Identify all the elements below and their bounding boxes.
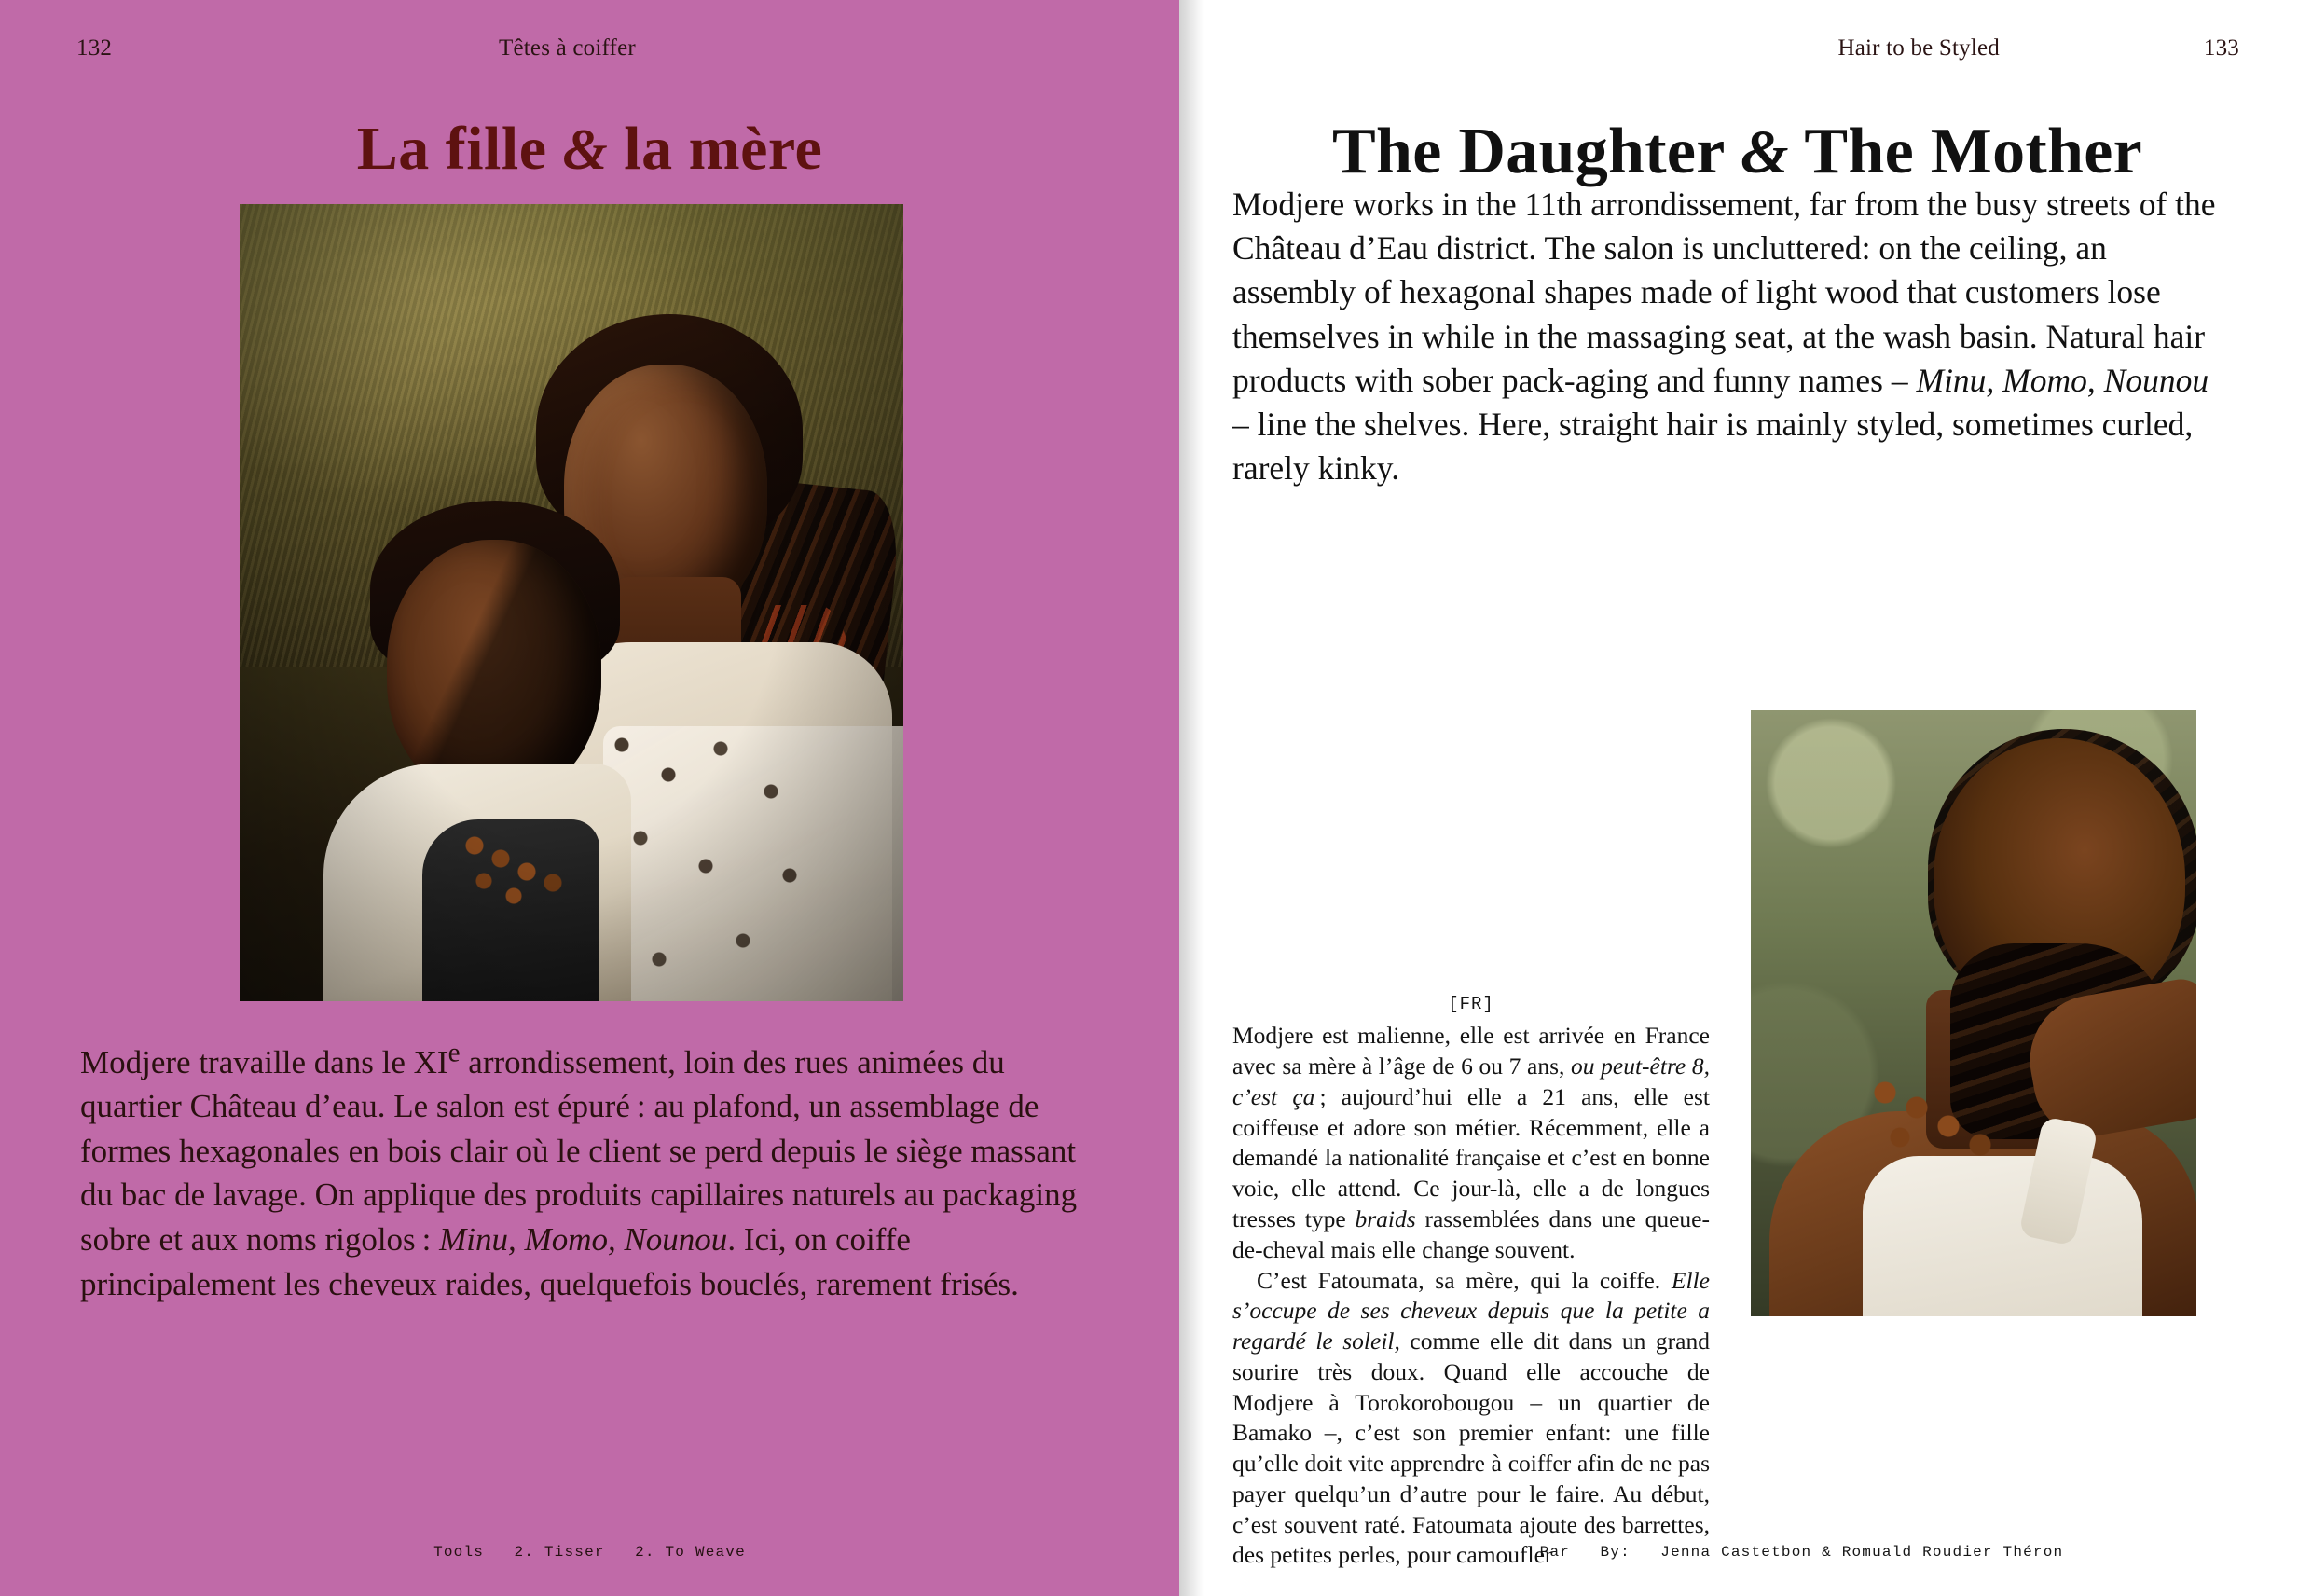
body-fr-run-2: . Ici, on coiffe principalement les cheveux raides, quelquefois bouclés, rarement frisés. xyxy=(80,1221,1019,1302)
fr-col-run-2: ; aujourd’hui elle a 21 ans, elle est coiffeuse et adore son métier. Récemment, elle a demandé la nationalité française et c’est en bonne voie, elle attend. Ce jour-là, elle a de longues tresses type xyxy=(1232,1082,1710,1232)
running-head-right: Hair to be Styled xyxy=(1837,35,2000,61)
body-text-french xyxy=(80,1035,1096,1306)
photo-side-tank-top xyxy=(1863,1156,2142,1316)
title-fr-part2: la mère xyxy=(608,115,823,184)
body-en-run-2: – line the shelves. Here, straight hair is mainly styled, sometimes curled, rarely kinky. xyxy=(1232,406,2194,488)
fr-col-run-5: comme elle dit dans un grand sourire très doux. Quand elle accouche de Modjere à Torokorobougou – un quartier de Bamako –, c’est son premier enfant: une fille qu’elle doit vite apprendre à coiffer afin de ne pas payer quelqu’un d’autre pour le faire. Au début, c’est souvent raté. Fatoumata ajoute des barrettes, des petites perles, pour camoufler xyxy=(1232,1328,1710,1569)
right-page xyxy=(1179,0,2312,1596)
body-en-run-1: Modjere works in the 11th arrondissement, far from the busy streets of the Château d’Eau district. The salon is uncluttered: on the ceiling, an assembly of hexagonal shapes made of light wood that customers lose themselves in while in the massaging seat, at the wash basin. Natural hair products with sober pack‑aging and funny names – xyxy=(1232,186,2216,399)
body-en-product-names: Minu, Momo, Nounou xyxy=(1916,361,2209,399)
running-head-left: Têtes à coiffer xyxy=(499,35,636,61)
photo-braided-hair xyxy=(1751,710,2196,1316)
fr-col-italic-2: braids xyxy=(1355,1205,1416,1232)
title-fr-part1: La fille xyxy=(356,115,563,184)
language-tag-fr: [FR] xyxy=(1448,994,1494,1014)
page-title-french xyxy=(0,114,1179,185)
title-en-ampersand: & xyxy=(1741,117,1789,186)
body-text-english xyxy=(1232,183,2232,490)
page-number-left: 132 xyxy=(76,35,113,61)
body-fr-run-1: Modjere travaille dans le XIe arrondissement, loin des rues animées du quartier Château d’eau. Le salon est épuré : au plafond, un assemblage de formes hexagonales en bois clair où le client se perd depuis le siège massant du bac de lavage. On applique des produits capillaires naturels au packaging sobre et aux noms rigolos : xyxy=(80,1038,1078,1259)
title-en-part2: The Mother xyxy=(1788,115,2142,187)
fr-col-italic-1: ou peut-être 8, c’est ça xyxy=(1232,1053,1711,1110)
footer-left: Tools 2. Tisser 2. To Weave xyxy=(434,1544,746,1561)
fr-col-run-4: C’est Fatoumata, sa mère, qui la coiffe. xyxy=(1257,1266,1672,1294)
body-fr-product-names: Minu, Momo, Nounou xyxy=(439,1221,728,1259)
title-fr-ampersand: & xyxy=(562,118,609,183)
french-translation-column xyxy=(1232,993,1710,1571)
fr-col-run-1: Modjere est malienne, elle est arrivée en France avec sa mère à l’âge de 6 ou 7 ans, xyxy=(1232,1022,1710,1080)
fr-col-italic-3: Elle s’occupe de ses cheveux depuis que la petite a regardé le soleil, xyxy=(1232,1266,1710,1355)
photo-vignette xyxy=(240,204,903,1001)
fr-column-paragraph-1 xyxy=(1232,1021,1710,1265)
page-title-english xyxy=(1179,115,2312,189)
fr-col-run-3: rassemblées dans une queue-de-cheval mais elle change souvent. xyxy=(1232,1205,1710,1263)
fr-column-paragraph-2 xyxy=(1232,1266,1710,1572)
title-en-part1: The Daughter xyxy=(1331,115,1741,187)
footer-right: Par By: Jenna Castetbon & Romuald Roudier Théron xyxy=(1539,1544,2064,1561)
photo-mother-and-daughter xyxy=(240,204,903,1001)
page-number-right: 133 xyxy=(2203,35,2239,61)
